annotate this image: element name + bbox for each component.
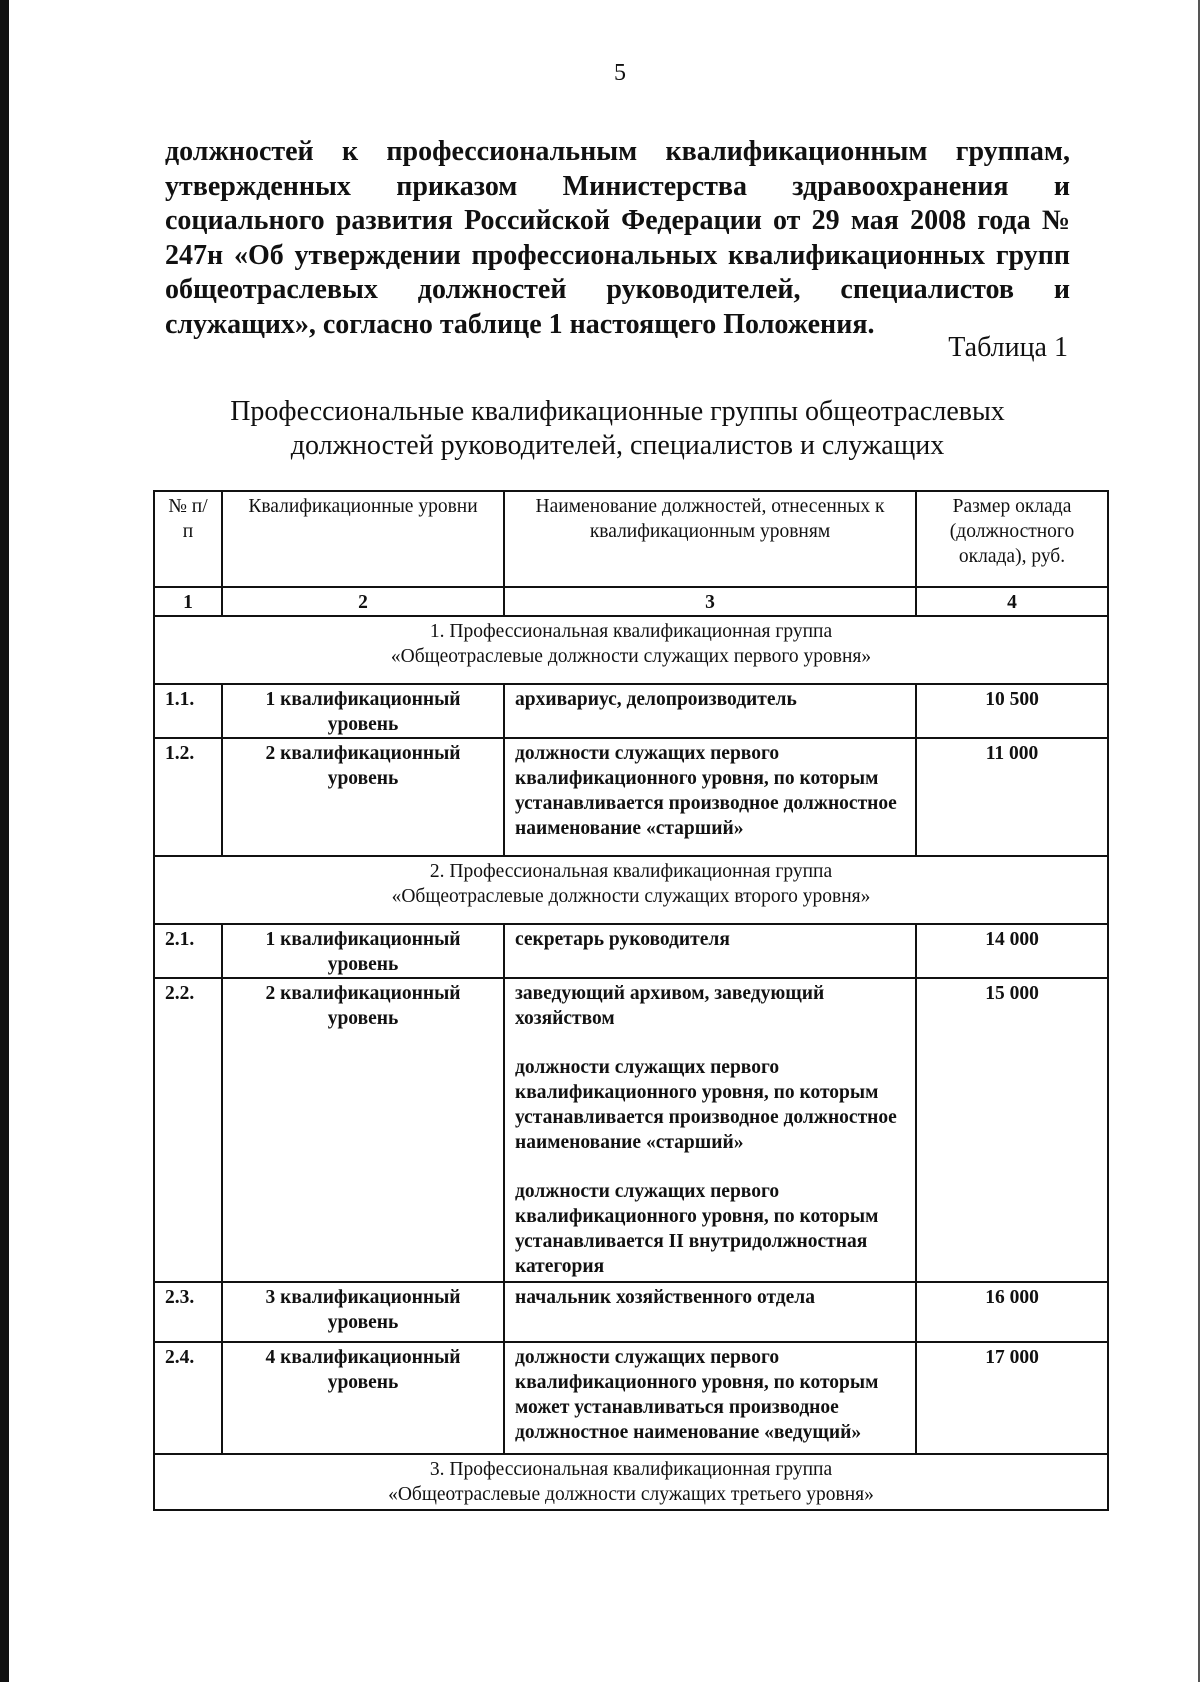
header-positions: Наименование должностей, отнесенных к квалификационным уровням bbox=[504, 491, 916, 587]
row-salary: 10 500 bbox=[916, 684, 1108, 738]
group-title-line: 3. Профессиональная квалификационная группа bbox=[429, 1459, 833, 1480]
table-title bbox=[165, 395, 1070, 463]
group-title-line: 2. Профессиональная квалификационная группа bbox=[429, 861, 833, 882]
row-number: 2.1. bbox=[154, 924, 222, 978]
header-index-2: 2 bbox=[222, 587, 504, 616]
table-row bbox=[154, 924, 1108, 978]
table-row bbox=[154, 684, 1108, 738]
row-level: 4 квалификационный уровень bbox=[222, 1342, 504, 1454]
header-index-1: 1 bbox=[154, 587, 222, 616]
position-text: должности служащих первого квалификационного уровня, по которым устанавливается производное должностное наименование «старший» bbox=[515, 1057, 897, 1153]
row-salary: 15 000 bbox=[916, 978, 1108, 1282]
row-positions bbox=[504, 1282, 916, 1342]
table-row bbox=[154, 1282, 1108, 1342]
row-positions bbox=[504, 1342, 916, 1454]
table-label: Таблица 1 bbox=[948, 332, 1068, 363]
header-index-4: 4 bbox=[916, 587, 1108, 616]
header-salary: Размер оклада (должностного оклада), руб. bbox=[916, 491, 1108, 587]
row-number: 2.2. bbox=[154, 978, 222, 1282]
row-salary: 17 000 bbox=[916, 1342, 1108, 1454]
row-level: 3 квалификационный уровень bbox=[222, 1282, 504, 1342]
position-text: секретарь руководителя bbox=[515, 929, 730, 950]
group-title-line: «Общеотраслевые должности служащих третьего уровня» bbox=[388, 1484, 874, 1505]
row-number: 1.1. bbox=[154, 684, 222, 738]
group-row bbox=[154, 616, 1108, 684]
table-title-line-2: должностей руководителей, специалистов и служащих bbox=[290, 430, 945, 461]
group-row bbox=[154, 1454, 1108, 1510]
group-title-line: 1. Профессиональная квалификационная группа bbox=[429, 621, 833, 642]
header-num: № п/п bbox=[154, 491, 222, 587]
header-row bbox=[154, 491, 1108, 587]
row-positions bbox=[504, 978, 916, 1282]
row-positions bbox=[504, 684, 916, 738]
row-level: 2 квалификационный уровень bbox=[222, 738, 504, 856]
row-level: 1 квалификационный уровень bbox=[222, 924, 504, 978]
row-number: 2.3. bbox=[154, 1282, 222, 1342]
group-title-3 bbox=[154, 1454, 1108, 1510]
header-index-row bbox=[154, 587, 1108, 616]
header-level: Квалификационные уровни bbox=[222, 491, 504, 587]
group-title-2 bbox=[154, 856, 1108, 924]
row-salary: 11 000 bbox=[916, 738, 1108, 856]
table-title-line-1: Профессиональные квалификационные группы общеотраслевых bbox=[230, 396, 1005, 427]
spacer bbox=[515, 1155, 905, 1179]
position-text: начальник хозяйственного отдела bbox=[515, 1287, 815, 1308]
group-title-line: «Общеотраслевые должности служащих второго уровня» bbox=[391, 886, 871, 907]
table-row bbox=[154, 978, 1108, 1282]
page-number: 5 bbox=[614, 60, 626, 86]
position-text: должности служащих первого квалификационного уровня, по которым устанавливается производное должностное наименование «старший» bbox=[515, 743, 897, 839]
row-level: 2 квалификационный уровень bbox=[222, 978, 504, 1282]
row-salary: 16 000 bbox=[916, 1282, 1108, 1342]
scan-edge-left bbox=[0, 0, 9, 1682]
qualification-table bbox=[153, 490, 1109, 1511]
group-row bbox=[154, 856, 1108, 924]
group-title-1 bbox=[154, 616, 1108, 684]
body-paragraph: должностей к профессиональным квалификационным группам, утвержденных приказом Министерства здравоохранения и социального развития Российской Федерации от 29 мая 2008 года № 247н «Об утверждении профессиональных квалификационных групп общеотраслевых должностей руководителей, специалистов и служащих», согласно таблице 1 настоящего Положения. bbox=[165, 136, 1070, 340]
header-index-3: 3 bbox=[504, 587, 916, 616]
group-title-line: «Общеотраслевые должности служащих первого уровня» bbox=[390, 646, 872, 667]
row-positions bbox=[504, 738, 916, 856]
position-text: должности служащих первого квалификационного уровня, по которым устанавливается II внутридолжностная категория bbox=[515, 1181, 879, 1277]
row-number: 1.2. bbox=[154, 738, 222, 856]
position-text: должности служащих первого квалификационного уровня, по которым может устанавливаться производное должностное наименование «ведущий» bbox=[515, 1347, 879, 1443]
row-positions bbox=[504, 924, 916, 978]
row-level: 1 квалификационный уровень bbox=[222, 684, 504, 738]
table-row bbox=[154, 1342, 1108, 1454]
position-text: заведующий архивом, заведующий хозяйством bbox=[515, 983, 825, 1029]
spacer bbox=[515, 1031, 905, 1055]
table-row bbox=[154, 738, 1108, 856]
row-number: 2.4. bbox=[154, 1342, 222, 1454]
row-salary: 14 000 bbox=[916, 924, 1108, 978]
position-text: архивариус, делопроизводитель bbox=[515, 689, 797, 710]
